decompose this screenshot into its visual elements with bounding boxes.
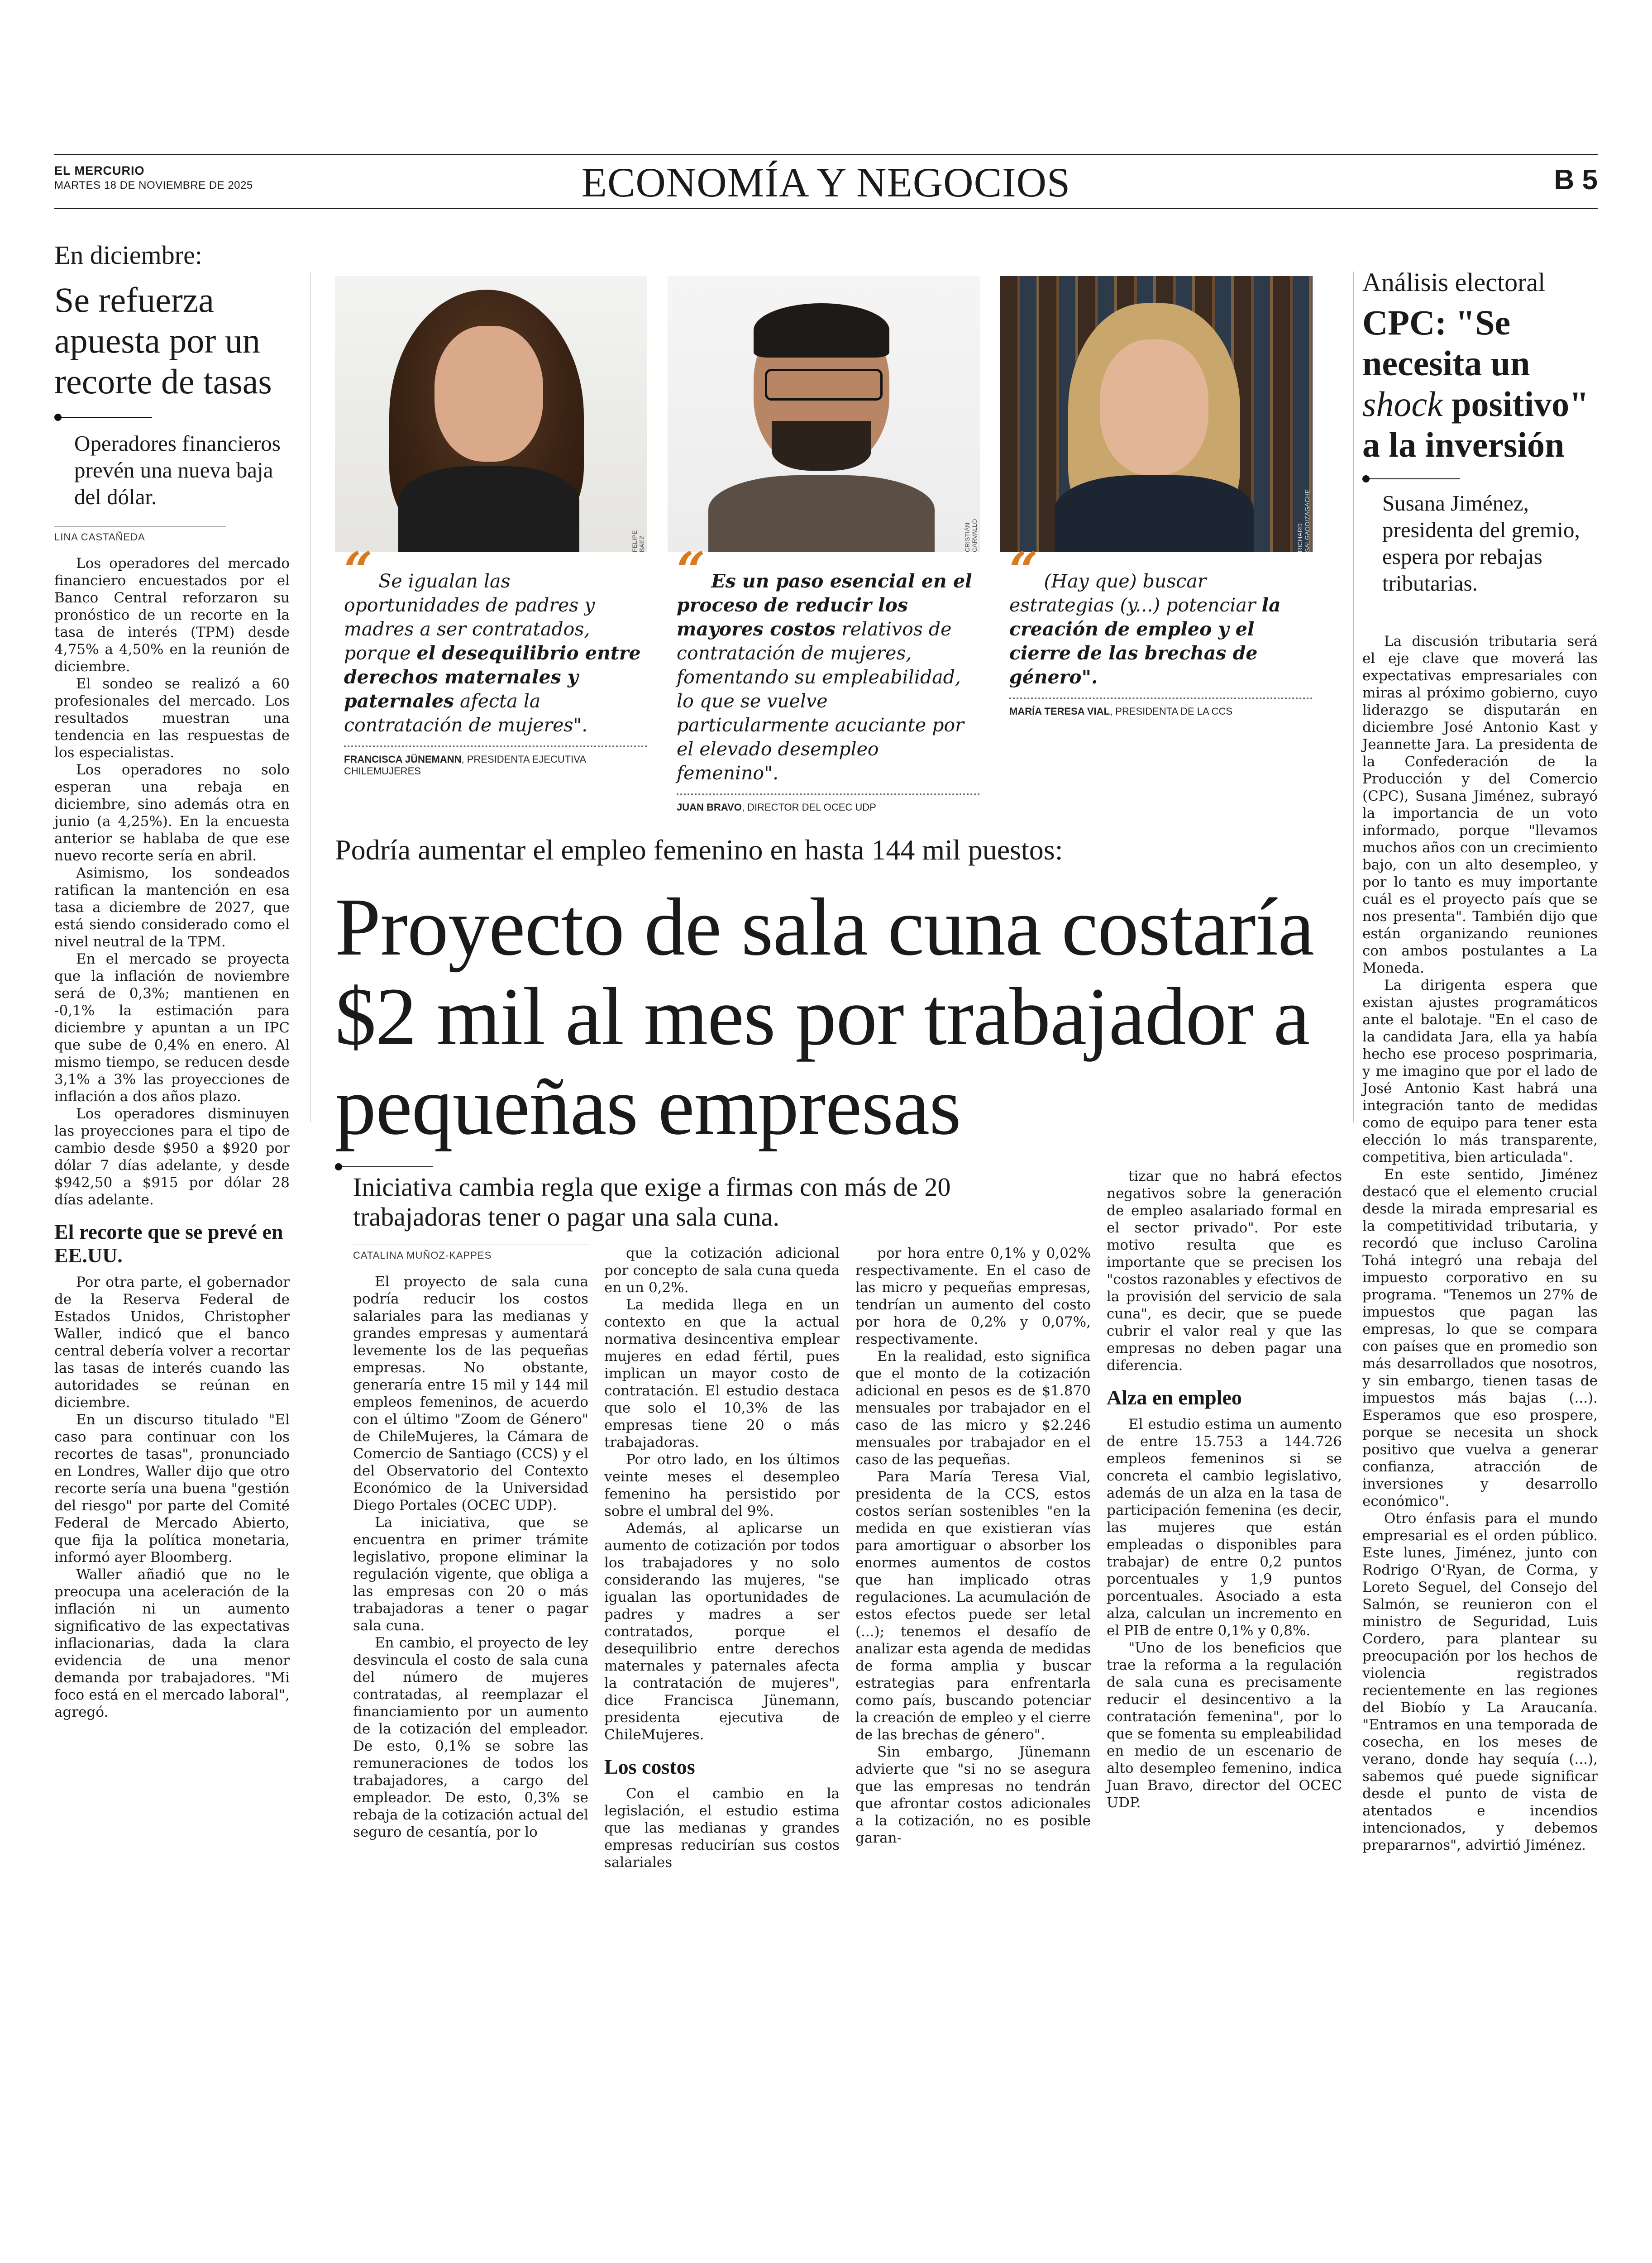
main-column-1 xyxy=(353,1245,588,1841)
quote-emphasis: el desequilibrio entre derechos maternales y paternales xyxy=(344,642,641,712)
left-paragraph: Waller añadió que no le preocupa una aceleración de la inflación ni un aumento significativo de las expectativas inflacionarias, dada la clara evidencia de una menor demanda por trabajadores. "Mi foco está en el mercado laboral", agregó. xyxy=(54,1566,290,1720)
right-headline xyxy=(1362,302,1598,465)
main-subhead: Los costos xyxy=(604,1755,695,1778)
left-paragraph: Los operadores no solo esperan una rebaja en diciembre, sino además otra en junio (a 4,25%). En la encuesta anterior se hablaba de que ese nuevo recorte sería en abril. xyxy=(54,762,290,864)
left-dek: Operadores financieros prevén una nueva baja del dólar. xyxy=(74,431,281,509)
main-divider xyxy=(335,1163,433,1170)
quote-emphasis: Es un paso esencial en el proceso de reducir los mayores costos xyxy=(677,570,972,640)
quote-text: afecta la contratación de mujeres". xyxy=(344,690,588,736)
photo-credit: FELIPE BÁEZ xyxy=(631,530,645,552)
quote-block xyxy=(1009,541,1313,717)
quote-mark-icon: “ xyxy=(344,541,373,599)
portrait-photo xyxy=(1000,276,1313,552)
left-paragraph: Los operadores del mercado financiero encuestados por el Banco Central reforzaron su pronóstico de un recorte en la tasa de interés (TPM) desde 4,75% a 4,50% en la reunión de diciembre. xyxy=(54,555,290,675)
quote-role: , DIRECTOR DEL OCEC UDP xyxy=(741,802,876,813)
main-paragraph: El proyecto de sala cuna podría reducir los costos salariales para las medianas y grandes empresas y aumentará levemente los de las pequeñas empresas. No obstante, generaría entre 15 mil y 144 mil empleos femeninos, de acuerdo con el último "Zoom de Género" de ChileMujeres, la Cámara de Comercio de Santiago (CCS) y el del Observatorio del Contexto Económico de la Universidad Diego Portales (OCEC UDP). xyxy=(353,1274,588,1513)
column-rule xyxy=(1353,272,1354,1122)
right-paragraph: La discusión tributaria será el eje clave que moverá las expectativas empresariales con miras al próximo gobierno, cuyo liderazgo se disputarán en diciembre José Antonio Kast y Jeannette Jara. La presidenta de la Confederación de la Producción y del Comercio (CPC), Susana Jiménez, subrayó la importancia de un voto informado, porque "llevamos muchos años con un crecimiento bajo, con un alto desempleo, y por lo tanto es muy importante cuál es el proyecto país que se nos presenta". También dijo que están organizando reuniones con ambos postulantes a La Moneda. xyxy=(1362,633,1598,976)
main-paragraph: En cambio, el proyecto de ley desvincula el costo de sala cuna del número de mujeres contratadas, al reemplazar el financiamiento por un aumento de la cotización del empleador. De esto, 0,1% se sobre las remuneraciones de todos los trabajadores, a cargo del empleador. De esto, 0,3% se rebaja de la cotización actual del seguro de cesantía, por lo xyxy=(353,1635,588,1840)
right-paragraph: La dirigenta espera que existan ajustes programáticos ante el balotaje. "En el caso de la candidata Jara, ella ya había hecho ese proceso posprimaria, y me imagino que por el lado de José Antonio Kast habrá una integración tanto de medidas como de equipo para tener esta elección lo más transparente, competitiva, bien articulada". xyxy=(1362,977,1598,1165)
main-paragraph: Sin embargo, Jünemann advierte que "si no se asegura que las empresas no tendrán que afrontar costos adicionales a la cotización, no es posible garan- xyxy=(855,1744,1091,1846)
main-paragraph: Para María Teresa Vial, presidenta de la CCS, estos costos serían sostenibles "en la medida en que existieran vías para amortiguar o absorber los enormes aumentos de costos que han implicado otras regulaciones. La acumulación de estos efectos puede ser letal (...); tenemos el desafío de analizar esta agenda de medidas de forma amplia y buscar estrategias para enfrentarla como país, buscando potenciar la creación de empleo y el cierre de las brechas de género". xyxy=(855,1469,1091,1743)
main-paragraph: por hora entre 0,1% y 0,02% respectivamente. En el caso de las micro y pequeñas empresas, tendrían un aumento del costo por hora de 0,2% y 0,07%, respectivamente. xyxy=(855,1245,1091,1347)
quote-name: MARÍA TERESA VIAL xyxy=(1009,706,1110,717)
main-column-4 xyxy=(1107,1168,1342,1811)
left-paragraph: Asimismo, los sondeados ratifican la mantención en esa tasa a diciembre de 2027, que está siendo considerado como el nivel neutral de la TPM. xyxy=(54,865,290,950)
right-dek: Susana Jiménez, presidenta del gremio, espera por rebajas tributarias. xyxy=(1382,491,1580,596)
main-paragraph: Con el cambio en la legislación, el estudio estima que las medianas y grandes empresas reducirían sus costos salariales xyxy=(604,1786,840,1871)
quote-text: (Hay que) buscar estrategias (y...) potenciar xyxy=(1009,570,1262,616)
top-rule xyxy=(54,154,1598,155)
main-paragraph: que la cotización adicional por concepto de sala cuna queda en un 0,2%. xyxy=(604,1245,840,1296)
main-column-3 xyxy=(855,1245,1091,1847)
masthead-date: MARTES 18 DE NOVIEMBRE DE 2025 xyxy=(54,179,253,191)
quote-text: relativos de contratación de mujeres, fomentando su empleabilidad, lo que se vuelve particularmente acuciante por el elevado desempleo femenino". xyxy=(677,618,964,784)
right-paragraph: Otro énfasis para el mundo empresarial es el orden público. Este lunes, Jiménez, junto con Rodrigo O'Ryan, de Corma, y Loreto Seguel, del Consejo del Salmón, se reunieron con el ministro de Seguridad, Luis Cordero, para plantear su preocupación por los hechos de violencia registrados recientemente en las regiones del Biobío y La Araucanía. "Entramos en una temporada de cosecha, en los meses de verano, donde hay sequía (...), sabemos qué puede significar desde el punto de vista de atentados e incendios intencionados, y debemos prepararnos", advirtió Jiménez. xyxy=(1362,1510,1598,1853)
masthead-bottom-rule xyxy=(54,208,1598,209)
left-body xyxy=(54,555,290,1721)
left-paragraph: En el mercado se proyecta que la inflación de noviembre será de 0,3%; mantienen en -0,1% la estimación para diciembre y apuntan a un IPC que sube de 0,4% en enero. Al mismo tiempo, se reducen desde 3,1% a 3% las proyecciones de inflación a dos años plazo. xyxy=(54,951,290,1105)
main-paragraph: Por otro lado, en los últimos veinte meses el desempleo femenino ha persistido por sobre el umbral del 9%. xyxy=(604,1451,840,1519)
right-paragraph: En este sentido, Jiménez destacó que el elemento crucial desde la mirada empresarial es la competitividad tributaria, y recordó que incluso Carolina Tohá integró una rebaja del impuesto corporativo en su programa. "Tenemos un 27% de impuestos que pagan las empresas, lo que se compara con países que en promedio son más desarrollados que nosotros, y sin embargo, tienen tasas de impuestos más bajas (...). Esperamos que eso prospere, porque se necesita un shock positivo que vuelva a generar confianza, atracción de inversiones y desarrollo económico". xyxy=(1362,1166,1598,1509)
quote-mark-icon: “ xyxy=(1009,541,1038,599)
right-story xyxy=(1362,267,1598,1854)
right-headline-text: positivo" a la inversión xyxy=(1362,384,1589,464)
quote-name: FRANCISCA JÜNEMANN xyxy=(344,754,462,765)
left-kicker: En diciembre: xyxy=(54,240,202,270)
main-author: CATALINA MUÑOZ-KAPPES xyxy=(353,1245,588,1261)
main-paragraph: El estudio estima un aumento de entre 15.753 a 144.726 empleos femeninos si se concreta el cambio legislativo, además de un alza en la tasa de participación femenina (es decir, las mujeres que están empleadas o disponibles para trabajar) de entre 0,2 puntos porcentuales y 1,9 puntos porcentuales. Asociado a esta alza, calculan un incremento en el PIB de entre 0,1% y 0,8%. xyxy=(1107,1416,1342,1639)
main-paragraph: tizar que no habrá efectos negativos sobre la generación de empleo asalariado formal en el sector privado". Por este motivo resulta que es importante que se precisen los "costos razonables y efectivos de la provisión del servicio de sala cuna", es decir, que se puede cubrir el valor real y que las empresas no deben pagar una diferencia. xyxy=(1107,1168,1342,1374)
portrait-photo xyxy=(335,276,647,552)
quote-name: JUAN BRAVO xyxy=(677,802,742,813)
left-paragraph: Por otra parte, el gobernador de la Reserva Federal de Estados Unidos, Christopher Waller, indicó que el banco central debería volver a recortar las tasas de interés cuando las autoridades se reúnan en diciembre. xyxy=(54,1274,290,1411)
right-headline-text: CPC: "Se necesita un xyxy=(1362,303,1530,383)
left-headline: Se refuerza apuesta por un recorte de tasas xyxy=(54,280,272,401)
left-paragraph: El sondeo se realizó a 60 profesionales del mercado. Los resultados muestran una tendencia en las respuestas de los especialistas. xyxy=(54,676,290,761)
section-title: ECONOMÍA Y NEGOCIOS xyxy=(581,159,1071,205)
right-headline-em: shock xyxy=(1362,384,1443,424)
main-paragraph: "Uno de los beneficios que trae la reforma a la regulación de sala cuna es precisamente reducir el desincentivo a la contratación femenina", por lo que se fomenta su empleabilidad en medio de un escenario de alto desempleo femenino, indica Juan Bravo, director del OCEC UDP. xyxy=(1107,1640,1342,1811)
main-headline: Proyecto de sala cuna costaría $2 mil al mes por trabajador a pequeñas empresas xyxy=(335,882,1314,1152)
quote-mark-icon: “ xyxy=(677,541,706,599)
quote-emphasis: la creación de empleo y el cierre de las brechas de género". xyxy=(1009,594,1281,688)
left-subhead: El recorte que se prevé en EE.UU. xyxy=(54,1220,283,1267)
main-paragraph: En la realidad, esto significa que el monto de la cotización adicional en pesos es de $1.870 mensuales por trabajador en el caso de las micro y $2.246 mensuales por trabajador en el caso de las pequeñas. xyxy=(855,1348,1091,1468)
right-divider xyxy=(1362,475,1598,482)
quote-text: Se igualan las oportunidades de padres y madres a ser contratados, porque xyxy=(344,570,595,664)
main-paragraph: Además, al aplicarse un aumento de cotización por todos los trabajadores y no solo considerando las mujeres, "se igualan las oportunidades de padres y madres a ser contratados, porque el desequilibrio entre derechos maternales y paternales afecta la contratación de mujeres", dice Francisca Jünemann, presidenta ejecutiva de ChileMujeres. xyxy=(604,1520,840,1743)
masthead-paper: EL MERCURIO xyxy=(54,164,145,177)
quote-block xyxy=(677,541,980,813)
left-story xyxy=(54,240,290,1721)
main-column-2 xyxy=(604,1245,840,1871)
main-paragraph: La iniciativa, que se encuentra en primer trámite legislativo, propone eliminar la regulación vigente, que obliga a las empresas con 20 o más trabajadoras a tener o pagar sala cuna. xyxy=(353,1514,588,1634)
photo-credit: RICHARD SALGADO/ZAGACHE xyxy=(1296,489,1311,552)
quote-role: , PRESIDENTA EJECUTIVA CHILEMUJERES xyxy=(344,754,586,777)
quote-role: , PRESIDENTA DE LA CCS xyxy=(1110,706,1233,717)
main-dek: Iniciativa cambia regla que exige a firmas con más de 20 trabajadoras tener o pagar una sala cuna. xyxy=(353,1172,951,1232)
left-divider xyxy=(54,414,290,421)
spacer xyxy=(63,2093,294,2094)
main-kicker: Podría aumentar el empleo femenino en hasta 144 mil puestos: xyxy=(335,834,1063,866)
photo-credit: CRISTIÁN CARVALLO xyxy=(964,519,978,552)
portrait-photo xyxy=(668,276,980,552)
main-paragraph: La medida llega en un contexto en que la actual normativa desincentiva emplear mujeres en edad fértil, pues implican un mayor costo de contratación. El estudio destaca que solo el 10,3% de las empresas tiene 20 o más trabajadoras. xyxy=(604,1297,840,1451)
left-author: LINA CASTAÑEDA xyxy=(54,526,226,543)
page-number: B 5 xyxy=(1554,164,1598,196)
left-paragraph: Los operadores disminuyen las proyecciones para el tipo de cambio desde $950 a $920 por dólar 7 días adelante, y desde $942,50 a $915 por dólar 28 días adelante. xyxy=(54,1106,290,1208)
right-kicker: Análisis electoral xyxy=(1362,267,1546,297)
main-subhead: Alza en empleo xyxy=(1107,1386,1242,1409)
left-paragraph: En un discurso titulado "El caso para continuar con los recortes de tasas", pronunciado en Londres, Waller dijo que otro recorte sería una buena "gestión del riesgo" por parte del Comité Federal de Mercado Abierto, que fija la política monetaria, informó ayer Bloomberg. xyxy=(54,1412,290,1566)
